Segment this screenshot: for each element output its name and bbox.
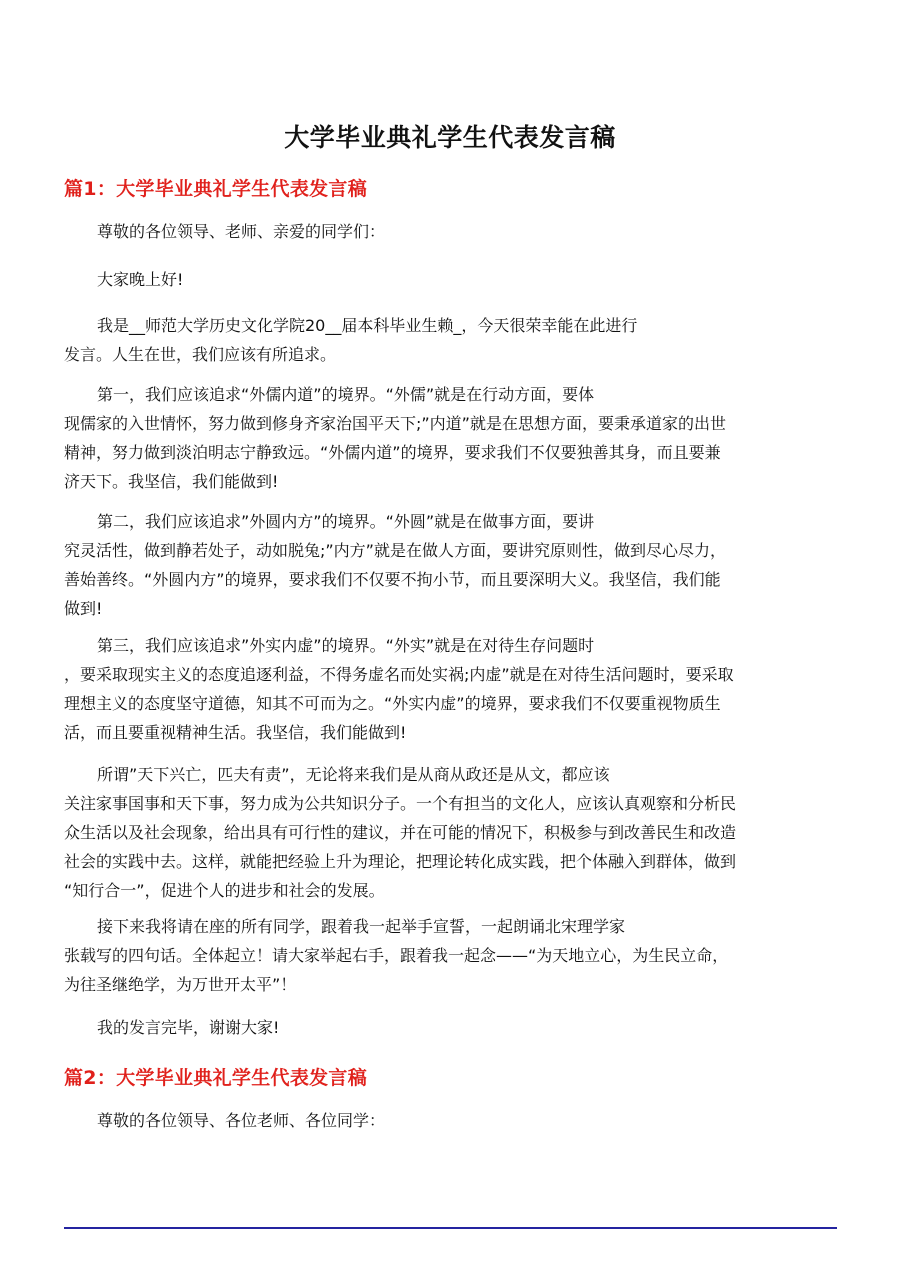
- paragraph-line: 为往圣继绝学，为万世开太平”！: [64, 975, 297, 994]
- paragraph-salutation-2: [64, 1106, 834, 1135]
- paragraph-responsibility: [64, 760, 834, 905]
- paragraph-line: 究灵活性，做到静若处子，动如脱兔;”内方”就是在做人方面，要讲究原则性，做到尽心尽力，: [64, 541, 726, 560]
- document-title: 大学毕业典礼学生代表发言稿: [284, 123, 616, 152]
- paragraph-third-point: [64, 631, 834, 747]
- paragraph-first-point: [64, 380, 834, 496]
- paragraph-line: 我的发言完毕，谢谢大家!: [97, 1018, 280, 1037]
- paragraph-line: 大家晚上好!: [97, 270, 184, 289]
- paragraph-closing: [64, 1013, 834, 1042]
- section-heading-2: 篇2：大学毕业典礼学生代表发言稿: [64, 1067, 368, 1089]
- paragraph-line: 发言。人生在世，我们应该有所追求。: [64, 345, 337, 364]
- paragraph-intro: [64, 311, 834, 369]
- paragraph-line: “知行合一”，促进个人的进步和社会的发展。: [64, 881, 385, 900]
- paragraph-line: 我是__师范大学历史文化学院20__届本科毕业生赖_，今天很荣幸能在此进行: [97, 316, 638, 335]
- paragraph-second-point: [64, 507, 834, 623]
- paragraph-line: 关注家事国事和天下事，努力成为公共知识分子。一个有担当的文化人，应该认真观察和分析民: [64, 794, 737, 813]
- footer-divider: [64, 1227, 837, 1229]
- paragraph-line: 尊敬的各位领导、各位老师、各位同学：: [97, 1111, 386, 1130]
- paragraph-salutation: [64, 217, 834, 246]
- paragraph-line: 社会的实践中去。这样，就能把经验上升为理论，把理论转化成实践，把个体融入到群体，做到: [64, 852, 737, 871]
- paragraph-oath: [64, 912, 834, 999]
- section-heading-1: 篇1：大学毕业典礼学生代表发言稿: [64, 178, 368, 200]
- paragraph-line: 第三，我们应该追求”外实内虚”的境界。“外实”就是在对待生存问题时: [97, 636, 595, 655]
- paragraph-line: ，要采取现实主义的态度追逐利益，不得务虚名而处实祸;内虚”就是在对待生活问题时，要采取: [64, 665, 734, 684]
- paragraph-line: 所谓”天下兴亡，匹夫有责”，无论将来我们是从商从政还是从文，都应该: [97, 765, 610, 784]
- paragraph-line: 第二，我们应该追求”外圆内方”的境界。“外圆”就是在做事方面，要讲: [97, 512, 595, 531]
- paragraph-greeting: [64, 265, 834, 294]
- paragraph-line: 现儒家的入世情怀，努力做到修身齐家治国平天下;”内道”就是在思想方面，要秉承道家的出世: [64, 414, 726, 433]
- paragraph-line: 理想主义的态度坚守道德，知其不可而为之。“外实内虚”的境界，要求我们不仅要重视物质生: [64, 694, 721, 713]
- paragraph-line: 活，而且要重视精神生活。我坚信，我们能做到!: [64, 723, 407, 742]
- paragraph-line: 做到!: [64, 599, 103, 618]
- paragraph-line: 众生活以及社会现象，给出具有可行性的建议，并在可能的情况下，积极参与到改善民生和改造: [64, 823, 737, 842]
- paragraph-line: 济天下。我坚信，我们能做到!: [64, 472, 279, 491]
- paragraph-line: 接下来我将请在座的所有同学，跟着我一起举手宣誓，一起朗诵北宋理学家: [97, 917, 626, 936]
- paragraph-line: 张载写的四句话。全体起立！请大家举起右手，跟着我一起念——“为天地立心，为生民立命，: [64, 946, 729, 965]
- paragraph-line: 善始善终。“外圆内方”的境界，要求我们不仅要不拘小节，而且要深明大义。我坚信，我们能: [64, 570, 721, 589]
- paragraph-line: 尊敬的各位领导、老师、亲爱的同学们：: [97, 222, 386, 241]
- paragraph-line: 精神，努力做到淡泊明志宁静致远。“外儒内道”的境界，要求我们不仅要独善其身，而且要兼: [64, 443, 721, 462]
- paragraph-line: 第一，我们应该追求“外儒内道”的境界。“外儒”就是在行动方面，要体: [97, 385, 595, 404]
